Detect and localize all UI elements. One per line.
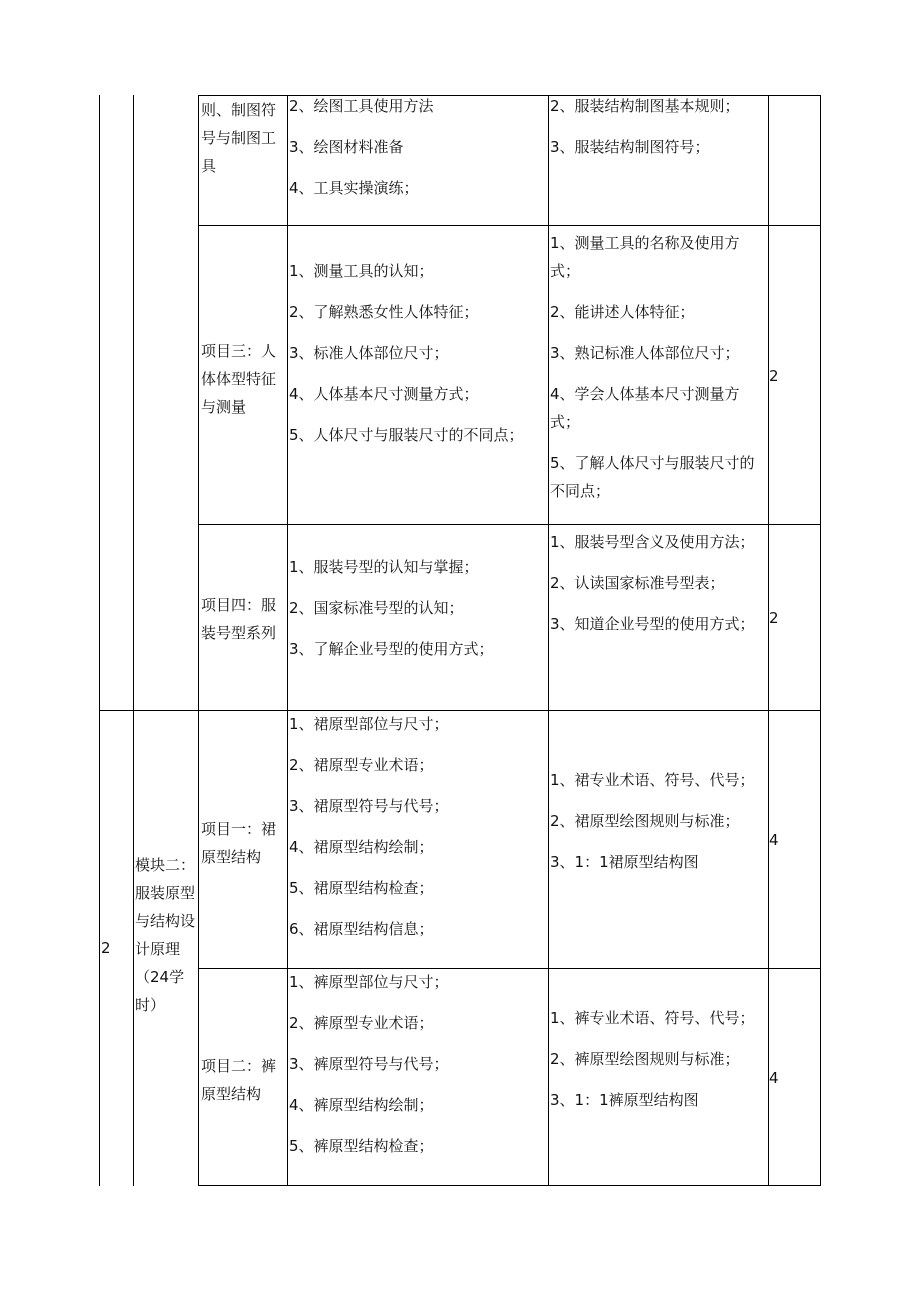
grid-line <box>198 1185 821 1186</box>
content-item: 3、裙原型符号与代号； <box>289 797 449 815</box>
goal-item: 3、知道企业号型的使用方式； <box>550 615 755 633</box>
hours-cell: 4 <box>769 1069 779 1087</box>
goal-item: 1、测量工具的名称及使用方式； <box>550 234 740 280</box>
hours-cell: 4 <box>769 831 779 849</box>
grid-line <box>548 95 549 1186</box>
content-item: 4、人体基本尺寸测量方式； <box>289 385 479 403</box>
goal-item: 1、裙专业术语、符号、代号； <box>550 771 755 789</box>
content-item: 5、裤原型结构检查； <box>289 1137 434 1155</box>
goals-cell <box>550 766 766 876</box>
project-cell <box>201 96 285 180</box>
goal-item: 3、服装结构制图符号； <box>550 138 710 156</box>
goal-item: 2、能讲述人体特征； <box>550 303 695 321</box>
grid-line <box>198 95 199 1186</box>
content-item: 4、裙原型结构绘制； <box>289 838 434 856</box>
content-item: 5、人体尺寸与服装尺寸的不同点； <box>289 426 524 444</box>
module-title: 模块二：服装原型与结构设计原理（24学时） <box>135 856 196 1014</box>
hours-cell: 2 <box>769 609 779 627</box>
goals-cell <box>550 229 766 505</box>
project-title: 项目二：裤原型结构 <box>201 1057 277 1103</box>
module-number: 2 <box>101 939 111 957</box>
goal-item: 1、裤专业术语、符号、代号； <box>550 1009 755 1027</box>
content-item: 4、工具实操演练； <box>289 179 419 197</box>
content-item: 1、服装号型的认知与掌握； <box>289 558 479 576</box>
goal-item: 2、裤原型绘图规则与标准； <box>550 1050 740 1068</box>
project-cell <box>201 337 287 421</box>
project-title: 项目一：裙原型结构 <box>201 820 277 866</box>
goal-item: 4、学会人体基本尺寸测量方式； <box>550 385 740 431</box>
content-item: 2、国家标准号型的认知； <box>289 599 464 617</box>
content-item: 1、测量工具的认知； <box>289 262 434 280</box>
content-item: 1、裤原型部位与尺寸； <box>289 973 449 991</box>
content-cell <box>289 968 545 1160</box>
grid-line <box>133 95 134 1186</box>
goal-item: 3、熟记标准人体部位尺寸； <box>550 344 740 362</box>
project-cell <box>201 815 287 871</box>
content-item: 3、绘图材料准备 <box>289 138 404 156</box>
content-item: 2、了解熟悉女性人体特征； <box>289 303 479 321</box>
content-item: 2、裙原型专业术语； <box>289 756 434 774</box>
goal-item: 2、服装结构制图基本规则； <box>550 97 740 115</box>
content-item: 5、裙原型结构检查； <box>289 879 434 897</box>
goal-item: 3、1：1裙原型结构图 <box>550 853 699 871</box>
content-item: 1、裙原型部位与尺寸； <box>289 715 449 733</box>
project-cell <box>201 591 287 647</box>
content-cell <box>289 553 545 663</box>
content-cell <box>289 257 545 449</box>
grid-line <box>198 225 821 226</box>
grid-line <box>287 95 288 1186</box>
content-item: 3、了解企业号型的使用方式； <box>289 640 494 658</box>
grid-line <box>198 524 821 525</box>
content-item: 2、裤原型专业术语； <box>289 1014 434 1032</box>
hours-cell: 2 <box>769 367 779 385</box>
content-cell <box>289 710 545 943</box>
content-item: 4、裤原型结构绘制； <box>289 1096 434 1114</box>
project-title: 项目三：人体体型特征与测量 <box>201 342 277 416</box>
goal-item: 2、认读国家标准号型表； <box>550 574 725 592</box>
goal-item: 3、1：1裤原型结构图 <box>550 1091 699 1109</box>
content-item: 6、裙原型结构信息； <box>289 920 434 938</box>
goals-cell <box>550 92 766 161</box>
module-title-cell <box>135 851 197 1019</box>
goal-item: 1、服装号型含义及使用方法； <box>550 533 755 551</box>
project-title: 则、制图符号与制图工具 <box>201 101 277 175</box>
project-cell <box>201 1052 287 1108</box>
goal-item: 5、了解人体尺寸与服装尺寸的不同点； <box>550 454 755 500</box>
content-item: 3、裤原型符号与代号； <box>289 1055 449 1073</box>
grid-line <box>768 95 769 1186</box>
grid-line <box>99 95 100 1186</box>
content-item: 2、绘图工具使用方法 <box>289 97 434 115</box>
project-title: 项目四：服装号型系列 <box>201 596 277 642</box>
goal-item: 2、裙原型绘图规则与标准； <box>550 812 740 830</box>
content-cell <box>289 92 545 202</box>
content-item: 3、标准人体部位尺寸； <box>289 344 449 362</box>
goals-cell <box>550 1004 766 1114</box>
grid-line <box>820 95 821 1186</box>
goals-cell <box>550 528 766 638</box>
